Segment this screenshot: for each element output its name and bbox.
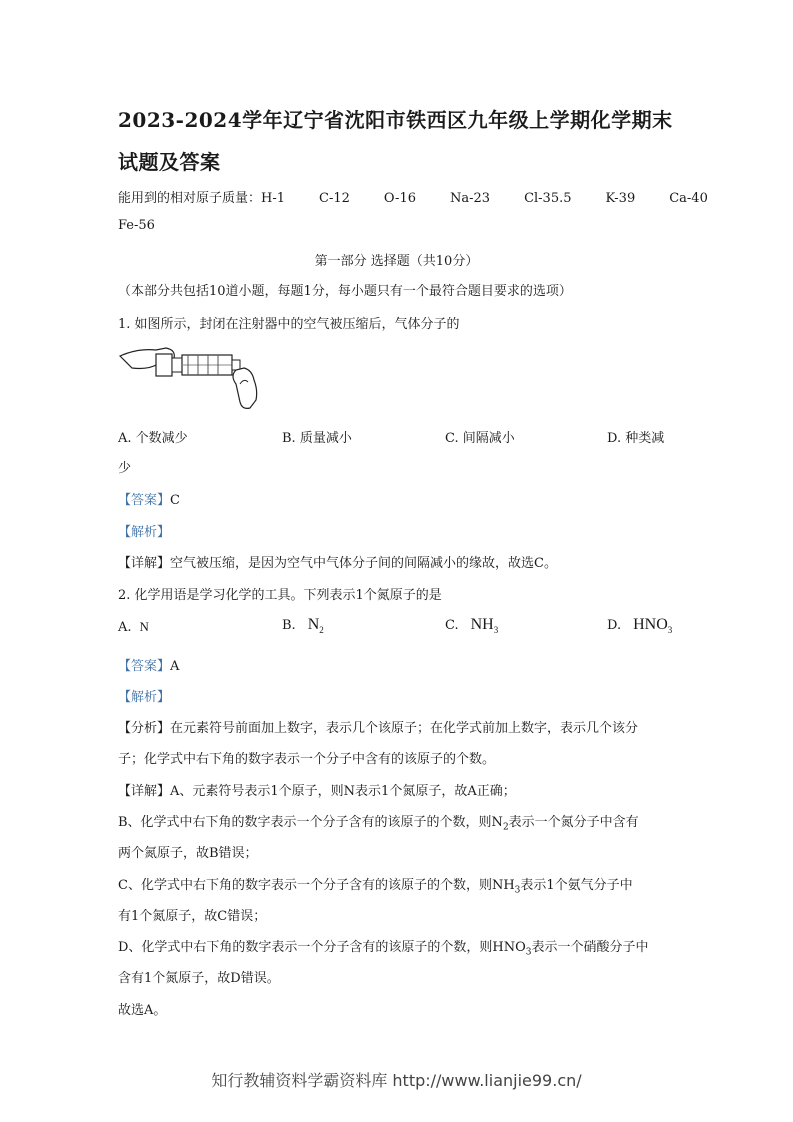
q2-fenxi-line1 xyxy=(118,717,638,736)
atomic-mass-fe: Fe-56 xyxy=(118,218,155,233)
q2-answer-line xyxy=(118,655,179,674)
q2-fenxi-text1: 在元素符号前面加上数字，表示几个该原子；在化学式前加上数字，表示几个该分 xyxy=(170,721,639,736)
fenxi-tag: 【分析】 xyxy=(118,721,171,736)
q2-option-d-sub: 3 xyxy=(667,625,673,636)
analysis-tag: 【解析】 xyxy=(118,690,171,705)
atomic-mass-h: H-1 xyxy=(261,191,286,206)
q2-stem: 2. 化学用语是学习化学的工具。下列表示1个氮原子的是 xyxy=(118,588,442,603)
detail-tag: 【详解】 xyxy=(118,784,171,799)
answer-tag: 【答案】 xyxy=(118,493,171,508)
atomic-mass-o: O-16 xyxy=(383,191,416,206)
atomic-mass-ca: Ca-40 xyxy=(669,191,708,206)
atomic-mass-c: C-12 xyxy=(319,191,350,206)
answer-tag: 【答案】 xyxy=(118,659,171,674)
q2-detail-b2: 两个氮原子，故B错误； xyxy=(118,846,258,861)
q2-option-b-label: B. xyxy=(282,618,296,633)
q2-option-a-formula: N xyxy=(139,619,149,634)
q1-option-a: A. 个数减少 xyxy=(118,431,188,446)
q2-detail-c1-sub: 3 xyxy=(514,885,521,896)
q2-detail-d1-post: 表示一个硝酸分子中 xyxy=(531,940,649,955)
q2-conclusion: 故选A。 xyxy=(118,1003,167,1018)
q2-option-d-formula xyxy=(633,616,673,636)
q1-stem: 1. 如图所示，封闭在注射器中的空气被压缩后，气体分子的 xyxy=(118,317,460,332)
q2-analysis-line xyxy=(118,686,170,705)
q2-detail-a-text: A、元素符号表示1个原子，则N表示1个氮原子，故A正确； xyxy=(170,784,516,799)
q2-option-b-sub: 2 xyxy=(319,625,324,636)
q1-option-d-continued: 少 xyxy=(118,461,132,476)
page-title-line2: 试题及答案 xyxy=(118,150,221,174)
q2-detail-c1-post: 表示1个氨气分子中 xyxy=(520,878,633,893)
q2-option-b xyxy=(282,616,324,635)
q2-detail-b1-sub: 2 xyxy=(502,822,509,833)
q2-detail-d1 xyxy=(118,936,649,958)
q2-option-c xyxy=(445,616,498,635)
q2-option-b-base: N xyxy=(307,616,320,633)
syringe-figure xyxy=(118,340,263,412)
q1-detail: 空气被压缩，是因为空气中气体分子间的间隔减小的缘故，故选C。 xyxy=(170,556,557,571)
q2-detail-b1-post: 表示一个氮分子中含有 xyxy=(508,815,639,830)
q2-option-a xyxy=(118,619,149,635)
q1-answer: C xyxy=(170,493,180,508)
page-title-line1: 2023-2024学年辽宁省沈阳市铁西区九年级上学期化学期末 xyxy=(118,108,673,132)
q2-option-d-base: HNO xyxy=(633,616,668,633)
q2-detail-a xyxy=(118,780,516,799)
q1-detail-line xyxy=(118,552,557,571)
q2-detail-d2: 含有1个氮原子，故D错误。 xyxy=(118,971,280,986)
q2-option-c-sub: 3 xyxy=(493,625,499,636)
detail-tag: 【详解】 xyxy=(118,556,171,571)
atomic-mass-na: Na-23 xyxy=(450,191,491,206)
footer-watermark: 知行教辅资料学霸资料库 http://www.lianjie99.cn/ xyxy=(211,1071,582,1090)
q2-detail-c1 xyxy=(118,874,633,896)
q2-option-d xyxy=(607,616,672,635)
q2-option-a-label: A. xyxy=(118,620,132,635)
q2-detail-b1 xyxy=(118,811,639,833)
section-title: 第一部分 选择题（共10分） xyxy=(314,254,479,269)
q2-detail-c2: 有1个氮原子，故C错误； xyxy=(118,909,267,924)
q2-detail-b1-pre: B、化学式中右下角的数字表示一个分子含有的该原子的个数，则N xyxy=(118,815,503,830)
q2-option-c-formula xyxy=(470,616,499,636)
q2-option-b-formula xyxy=(307,616,324,636)
q2-detail-d1-pre: D、化学式中右下角的数字表示一个分子含有的该原子的个数，则HNO xyxy=(118,940,526,955)
q2-option-d-label: D. xyxy=(607,618,622,633)
q2-fenxi-line2: 子；化学式中右下角的数字表示一个分子中含有的该原子的个数。 xyxy=(118,752,496,767)
atomic-mass-line xyxy=(118,187,708,206)
q2-option-c-base: NH xyxy=(470,616,494,633)
section-note: （本部分共包括10道小题，每题1分，每小题只有一个最符合题目要求的选项） xyxy=(118,284,572,299)
atomic-mass-k: K-39 xyxy=(605,191,636,206)
q1-answer-line xyxy=(118,489,180,508)
q2-detail-c1-pre: C、化学式中右下角的数字表示一个分子含有的该原子的个数，则NH xyxy=(118,878,515,893)
q2-option-c-label: C. xyxy=(445,618,459,633)
q1-analysis-line xyxy=(118,521,170,540)
q1-option-c: C. 间隔减小 xyxy=(445,431,515,446)
analysis-tag: 【解析】 xyxy=(118,525,171,540)
q1-option-d: D. 种类减 xyxy=(607,431,665,446)
q2-detail-d1-sub: 3 xyxy=(525,947,532,958)
q1-option-b: B. 质量减小 xyxy=(282,431,352,446)
atomic-mass-label: 能用到的相对原子质量： xyxy=(118,191,262,206)
atomic-mass-cl: Cl-35.5 xyxy=(524,191,572,206)
q2-answer: A xyxy=(170,659,180,674)
